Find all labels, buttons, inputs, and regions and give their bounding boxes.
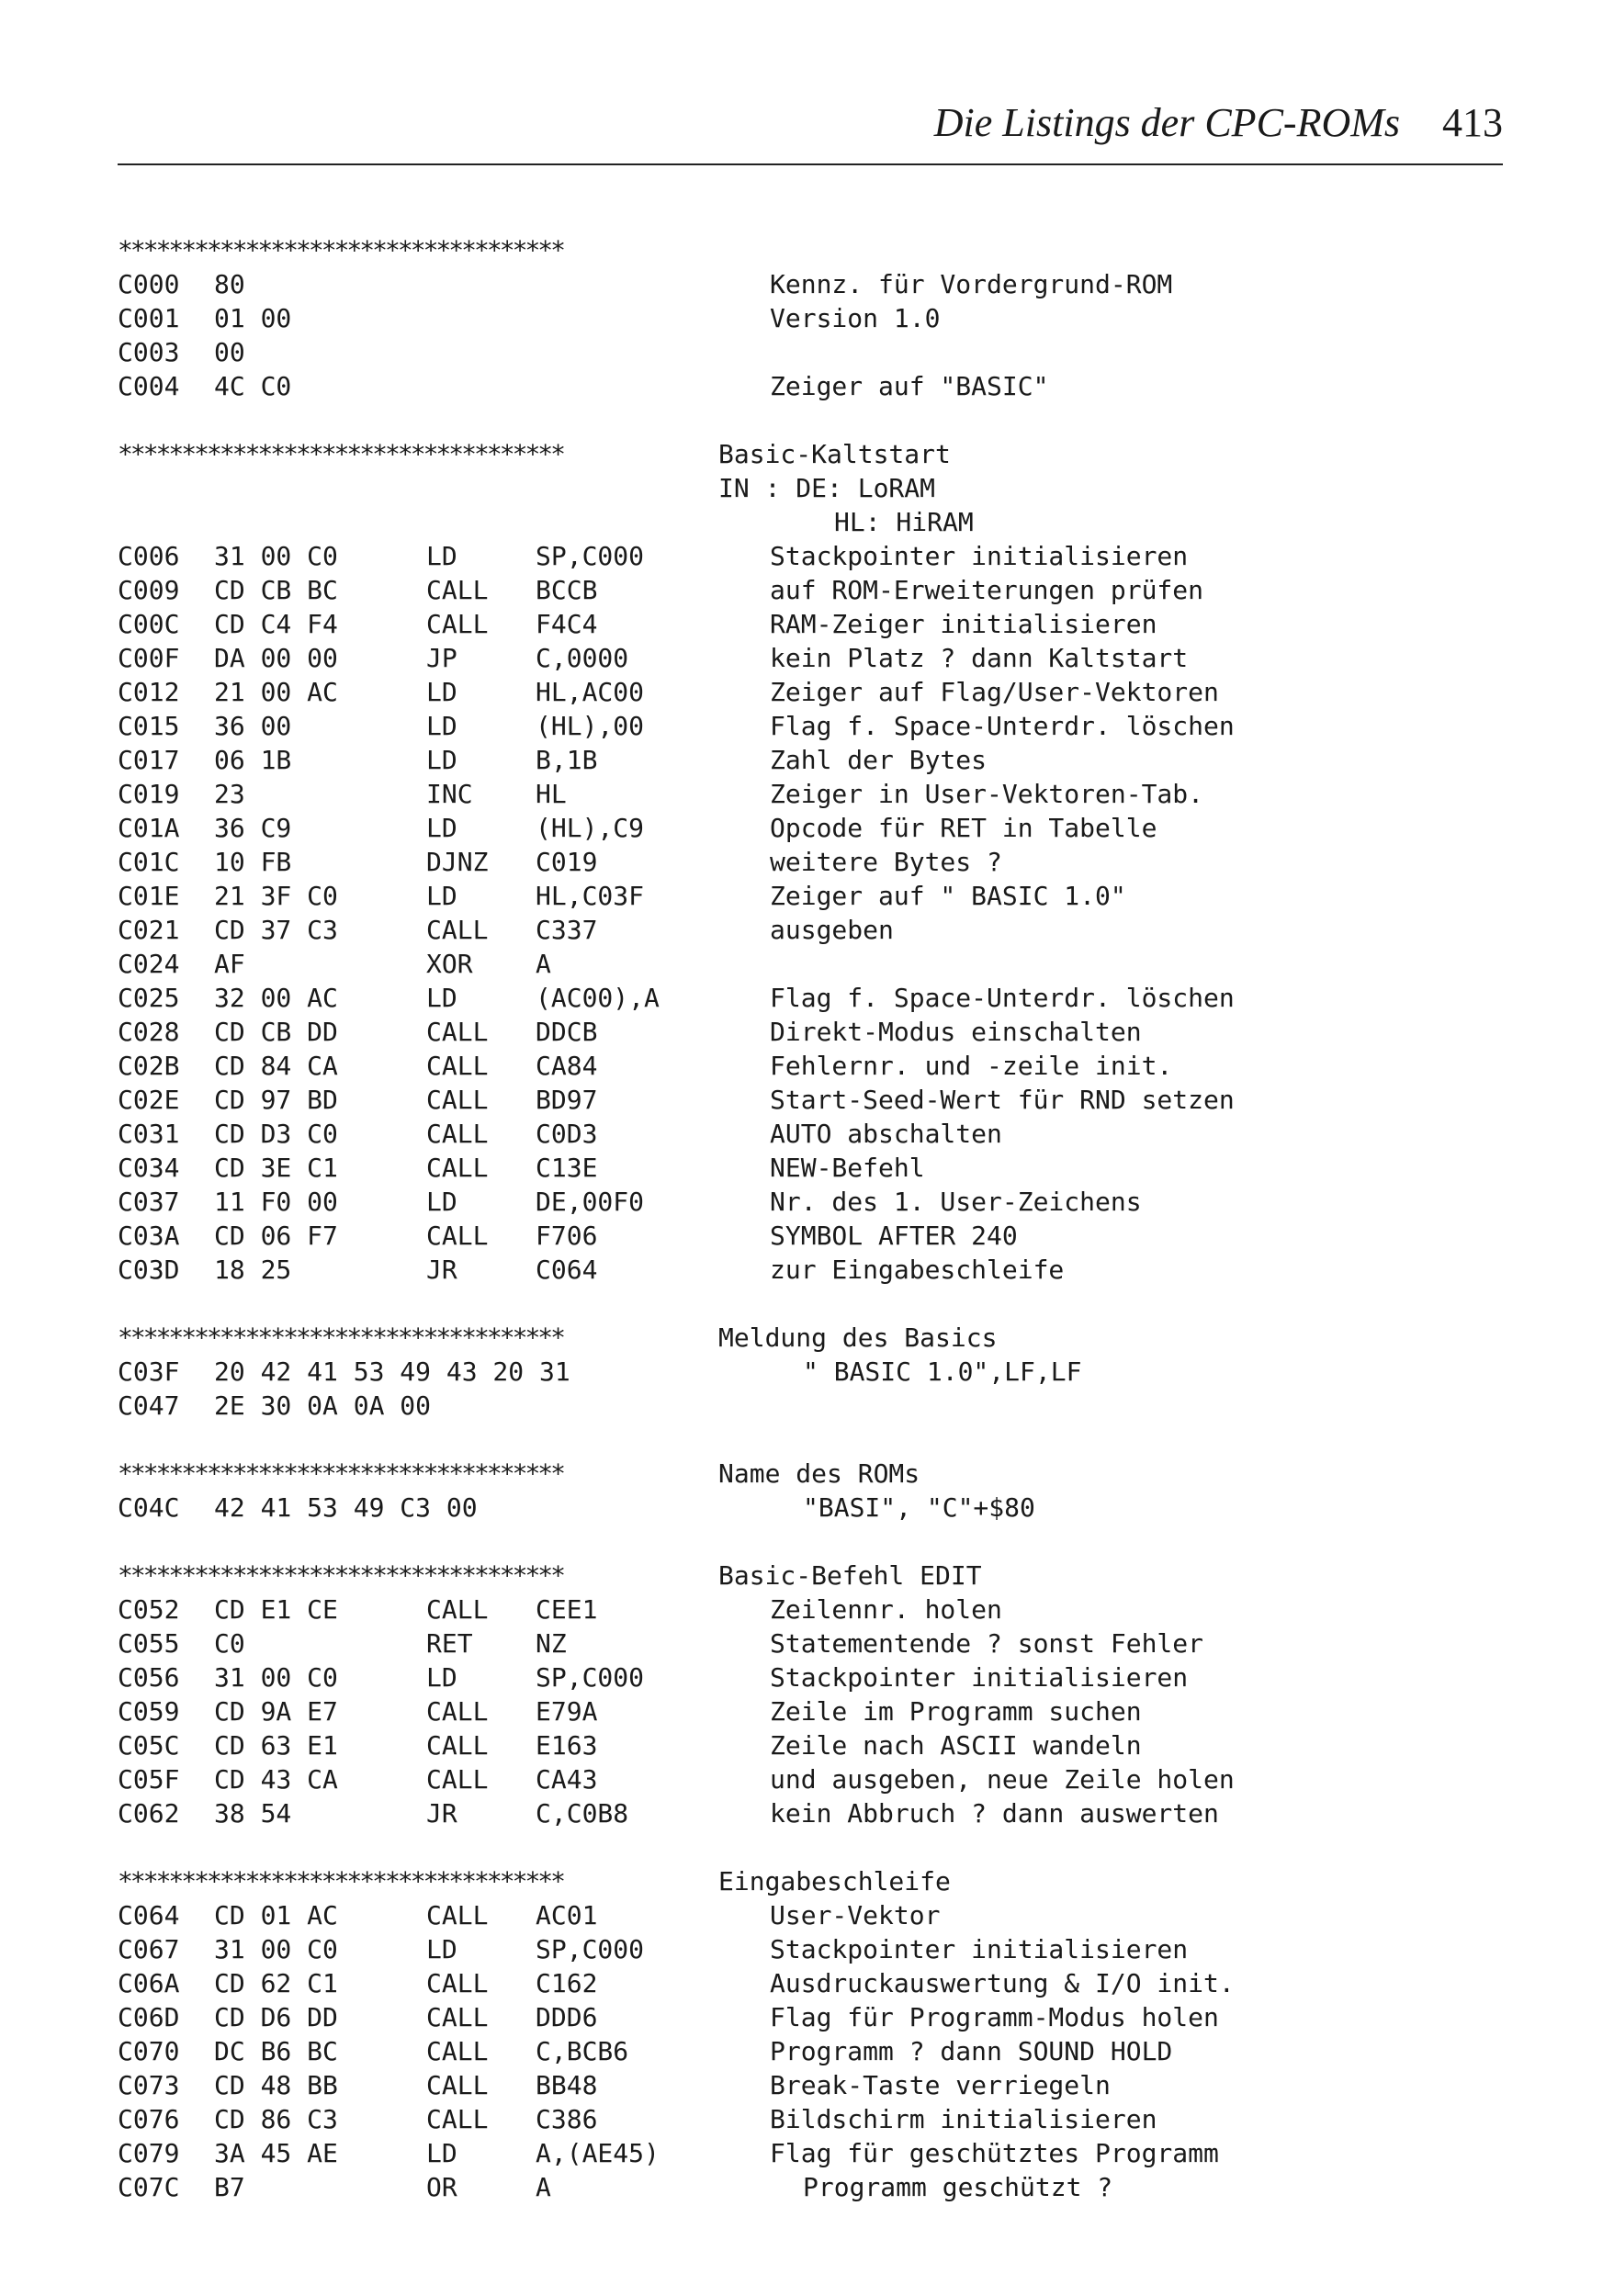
operand: (HL),00 [536,711,645,741]
address: C02B [118,1051,180,1081]
address: C06D [118,2002,180,2032]
opcode-bytes: 32 00 AC [214,983,338,1013]
address: C056 [118,1662,180,1693]
mnemonic: OR [426,2172,457,2202]
comment: Flag f. Space-Unterdr. löschen [770,711,1235,741]
code-line [118,1626,1514,1660]
opcode-bytes: 00 [214,337,245,367]
operand: BCCB [536,575,598,605]
code-line [118,301,1514,335]
code-line [118,1491,1514,1525]
code-line [118,471,1514,505]
section-separator [118,1559,1514,1593]
opcode-bytes: CD 86 C3 [214,2104,338,2134]
opcode-bytes: CD 48 BB [214,2070,338,2100]
operand: C13E [536,1153,598,1183]
code-line [118,845,1514,879]
opcode-bytes: CD D3 C0 [214,1119,338,1149]
comment: Zeiger auf Flag/User-Vektoren [770,677,1219,707]
code-line [118,1966,1514,2000]
address: C001 [118,303,180,333]
address: C03F [118,1356,180,1387]
code-line [118,709,1514,743]
address: C07C [118,2172,180,2202]
comment: Flag für Programm-Modus holen [770,2002,1219,2032]
address: C00C [118,609,180,639]
comment: Flag für geschütztes Programm [770,2138,1219,2168]
operand: NZ [536,1628,567,1659]
opcode-bytes: 18 25 [214,1255,292,1285]
section-heading: Basic-Befehl EDIT [718,1560,982,1591]
comment: IN : DE: LoRAM [718,473,936,503]
separator-stars: *********************************** [118,235,564,265]
opcode-bytes: CD 06 F7 [214,1221,338,1251]
operand: HL,C03F [536,881,645,911]
address: C03D [118,1255,180,1285]
running-title: Die Listings der CPC-ROMs [933,100,1400,145]
address: C019 [118,779,180,809]
opcode-bytes: 31 00 C0 [214,1662,338,1693]
comment: Zeiger auf " BASIC 1.0" [770,881,1126,911]
operand: A [536,949,551,979]
address: C00F [118,643,180,673]
opcode-bytes: 21 00 AC [214,677,338,707]
separator-stars: *********************************** [118,1560,564,1591]
mnemonic: CALL [426,2070,489,2100]
comment: HL: HiRAM [834,507,974,537]
comment: auf ROM-Erweiterungen prüfen [770,575,1204,605]
operand: C019 [536,847,598,877]
address: C028 [118,1017,180,1047]
comment: Zeiger in User-Vektoren-Tab. [770,779,1204,809]
mnemonic: LD [426,881,457,911]
mnemonic: CALL [426,1085,489,1115]
address: C017 [118,745,180,775]
code-line [118,1593,1514,1626]
address: C03A [118,1221,180,1251]
mnemonic: LD [426,1934,457,1964]
mnemonic: CALL [426,1900,489,1930]
address: C047 [118,1390,180,1421]
comment: kein Abbruch ? dann auswerten [770,1798,1219,1829]
address: C02E [118,1085,180,1115]
comment: Nr. des 1. User-Zeichens [770,1187,1142,1217]
code-line [118,1762,1514,1796]
mnemonic: JR [426,1798,457,1829]
opcode-bytes: 31 00 C0 [214,541,338,571]
address: C024 [118,949,180,979]
opcode-bytes: CD 84 CA [214,1051,338,1081]
page-header [118,99,1503,154]
code-line [118,1932,1514,1966]
operand: SP,C000 [536,1662,645,1693]
comment: kein Platz ? dann Kaltstart [770,643,1189,673]
code-line [118,2102,1514,2136]
comment: ausgeben [770,915,894,945]
operand: E163 [536,1730,598,1761]
comment: Statementende ? sonst Fehler [770,1628,1204,1659]
comment: Programm ? dann SOUND HOLD [770,2036,1173,2066]
operand: HL,AC00 [536,677,645,707]
mnemonic: CALL [426,1696,489,1727]
address: C04C [118,1492,180,1523]
mnemonic: LD [426,813,457,843]
mnemonic: CALL [426,1051,489,1081]
mnemonic: LD [426,541,457,571]
comment: Stackpointer initialisieren [770,1662,1189,1693]
opcode-bytes: CD 9A E7 [214,1696,338,1727]
address: C05F [118,1764,180,1795]
opcode-bytes: C0 [214,1628,245,1659]
address: C009 [118,575,180,605]
address: C021 [118,915,180,945]
address: C076 [118,2104,180,2134]
operand: BB48 [536,2070,598,2100]
opcode-bytes: CD 37 C3 [214,915,338,945]
comment: Zeile im Programm suchen [770,1696,1142,1727]
comment: zur Eingabeschleife [770,1255,1065,1285]
mnemonic: LD [426,983,457,1013]
separator-stars: *********************************** [118,439,564,469]
comment: Zahl der Bytes [770,745,988,775]
address: C052 [118,1594,180,1625]
opcode-bytes: AF [214,949,245,979]
code-line [118,1253,1514,1287]
opcode-bytes: 10 FB [214,847,292,877]
operand: F4C4 [536,609,598,639]
opcode-bytes: 42 41 53 49 C3 00 [214,1492,478,1523]
opcode-bytes: 4C C0 [214,371,292,401]
address: C025 [118,983,180,1013]
address: C064 [118,1900,180,1930]
operand: DE,00F0 [536,1187,645,1217]
mnemonic: LD [426,677,457,707]
mnemonic: CALL [426,609,489,639]
mnemonic: DJNZ [426,847,489,877]
code-line [118,369,1514,403]
operand: C064 [536,1255,598,1285]
operand: DDCB [536,1017,598,1047]
blank-line [118,403,1514,437]
comment: SYMBOL AFTER 240 [770,1221,1018,1251]
code-line [118,1796,1514,1830]
section-separator [118,437,1514,471]
opcode-bytes: DC B6 BC [214,2036,338,2066]
blank-line [118,1830,1514,1864]
opcode-bytes: CD 62 C1 [214,1968,338,1998]
separator-stars: *********************************** [118,1458,564,1489]
address: C055 [118,1628,180,1659]
code-line [118,1083,1514,1117]
opcode-bytes: CD 01 AC [214,1900,338,1930]
comment: Stackpointer initialisieren [770,541,1189,571]
comment: Programm geschützt ? [803,2172,1113,2202]
opcode-bytes: 06 1B [214,745,292,775]
operand: C,C0B8 [536,1798,629,1829]
operand: C,BCB6 [536,2036,629,2066]
mnemonic: LD [426,1187,457,1217]
mnemonic: XOR [426,949,473,979]
code-line [118,2000,1514,2034]
operand: (AC00),A [536,983,660,1013]
code-line [118,573,1514,607]
code-line [118,607,1514,641]
mnemonic: CALL [426,1764,489,1795]
code-line [118,1151,1514,1185]
comment: "BASI", "C"+$80 [803,1492,1035,1523]
address: C059 [118,1696,180,1727]
operand: HL [536,779,567,809]
comment: User-Vektor [770,1900,941,1930]
blank-line [118,1287,1514,1321]
mnemonic: INC [426,779,473,809]
code-line [118,1049,1514,1083]
opcode-bytes: 11 F0 00 [214,1187,338,1217]
address: C01E [118,881,180,911]
comment: Zeile nach ASCII wandeln [770,1730,1142,1761]
address: C037 [118,1187,180,1217]
comment: Start-Seed-Wert für RND setzen [770,1085,1235,1115]
code-line [118,335,1514,369]
operand: AC01 [536,1900,598,1930]
code-line [118,1694,1514,1728]
code-line [118,1728,1514,1762]
opcode-bytes: 31 00 C0 [214,1934,338,1964]
code-line [118,1660,1514,1694]
opcode-bytes: CD CB DD [214,1017,338,1047]
comment: Zeiger auf "BASIC" [770,371,1049,401]
code-line [118,505,1514,539]
operand: SP,C000 [536,1934,645,1964]
code-line [118,1117,1514,1151]
section-separator [118,1864,1514,1898]
operand: C337 [536,915,598,945]
opcode-bytes: 21 3F C0 [214,881,338,911]
address: C031 [118,1119,180,1149]
comment: Zeilennr. holen [770,1594,1002,1625]
comment: Direkt-Modus einschalten [770,1017,1142,1047]
operand: C0D3 [536,1119,598,1149]
separator-stars: *********************************** [118,1866,564,1896]
opcode-bytes: 20 42 41 53 49 43 20 31 [214,1356,570,1387]
mnemonic: LD [426,1662,457,1693]
mnemonic: CALL [426,1730,489,1761]
mnemonic: LD [426,2138,457,2168]
section-heading: Eingabeschleife [718,1866,951,1896]
code-line [118,539,1514,573]
opcode-bytes: CD C4 F4 [214,609,338,639]
opcode-bytes: CD CB BC [214,575,338,605]
mnemonic: CALL [426,2104,489,2134]
operand: C386 [536,2104,598,2134]
code-line [118,675,1514,709]
mnemonic: LD [426,711,457,741]
opcode-bytes: 36 00 [214,711,292,741]
comment: RAM-Zeiger initialisieren [770,609,1157,639]
operand: C162 [536,1968,598,1998]
code-line [118,777,1514,811]
address: C062 [118,1798,180,1829]
operand: CA84 [536,1051,598,1081]
opcode-bytes: CD 97 BD [214,1085,338,1115]
page-number: 413 [1442,100,1503,145]
comment: AUTO abschalten [770,1119,1002,1149]
mnemonic: CALL [426,1594,489,1625]
address: C012 [118,677,180,707]
operand: (HL),C9 [536,813,645,843]
comment: weitere Bytes ? [770,847,1002,877]
mnemonic: JP [426,643,457,673]
opcode-bytes: 80 [214,269,245,299]
opcode-bytes: 23 [214,779,245,809]
blank-line [118,1525,1514,1559]
code-line [118,1355,1514,1389]
operand: CEE1 [536,1594,598,1625]
mnemonic: CALL [426,1968,489,1998]
address: C034 [118,1153,180,1183]
code-line [118,2136,1514,2170]
mnemonic: CALL [426,915,489,945]
mnemonic: CALL [426,2036,489,2066]
opcode-bytes: CD 63 E1 [214,1730,338,1761]
comment: Flag f. Space-Unterdr. löschen [770,983,1235,1013]
comment: Opcode für RET in Tabelle [770,813,1157,843]
code-line [118,879,1514,913]
separator-stars: *********************************** [118,1322,564,1353]
address: C000 [118,269,180,299]
opcode-bytes: CD 43 CA [214,1764,338,1795]
address: C004 [118,371,180,401]
operand: CA43 [536,1764,598,1795]
mnemonic: LD [426,745,457,775]
comment: Stackpointer initialisieren [770,1934,1189,1964]
comment: Kennz. für Vordergrund-ROM [770,269,1173,299]
address: C06A [118,1968,180,1998]
comment: und ausgeben, neue Zeile holen [770,1764,1235,1795]
code-line [118,641,1514,675]
code-line [118,1219,1514,1253]
mnemonic: CALL [426,1119,489,1149]
operand: B,1B [536,745,598,775]
section-separator [118,1457,1514,1491]
comment: Version 1.0 [770,303,941,333]
code-line [118,1015,1514,1049]
code-line [118,1185,1514,1219]
code-line [118,267,1514,301]
operand: DDD6 [536,2002,598,2032]
operand: A [536,2172,551,2202]
blank-line [118,1423,1514,1457]
mnemonic: CALL [426,1153,489,1183]
address: C01C [118,847,180,877]
operand: C,0000 [536,643,629,673]
section-separator [118,1321,1514,1355]
mnemonic: RET [426,1628,473,1659]
address: C05C [118,1730,180,1761]
code-line [118,743,1514,777]
address: C01A [118,813,180,843]
comment: NEW-Befehl [770,1153,925,1183]
address: C073 [118,2070,180,2100]
section-separator [118,233,1514,267]
opcode-bytes: 2E 30 0A 0A 00 [214,1390,432,1421]
operand: E79A [536,1696,598,1727]
address: C006 [118,541,180,571]
operand: SP,C000 [536,541,645,571]
mnemonic: CALL [426,1221,489,1251]
mnemonic: CALL [426,1017,489,1047]
code-line [118,947,1514,981]
code-line [118,2170,1514,2204]
comment: Bildschirm initialisieren [770,2104,1157,2134]
code-line [118,1389,1514,1423]
code-line [118,811,1514,845]
mnemonic: CALL [426,575,489,605]
comment: Ausdruckauswertung & I/O init. [770,1968,1235,1998]
code-line [118,1898,1514,1932]
operand: A,(AE45) [536,2138,660,2168]
operand: F706 [536,1221,598,1251]
mnemonic: CALL [426,2002,489,2032]
opcode-bytes: CD D6 DD [214,2002,338,2032]
opcode-bytes: B7 [214,2172,245,2202]
header-rule [118,163,1503,165]
section-heading: Basic-Kaltstart [718,439,951,469]
operand: BD97 [536,1085,598,1115]
code-line [118,2034,1514,2068]
address: C015 [118,711,180,741]
address: C079 [118,2138,180,2168]
mnemonic: JR [426,1255,457,1285]
code-line [118,913,1514,947]
opcode-bytes: 36 C9 [214,813,292,843]
opcode-bytes: 01 00 [214,303,292,333]
comment: " BASIC 1.0",LF,LF [803,1356,1082,1387]
code-line [118,2068,1514,2102]
opcode-bytes: 3A 45 AE [214,2138,338,2168]
address: C003 [118,337,180,367]
address: C067 [118,1934,180,1964]
comment: Break-Taste verriegeln [770,2070,1111,2100]
opcode-bytes: 38 54 [214,1798,292,1829]
opcode-bytes: CD E1 CE [214,1594,338,1625]
code-line [118,981,1514,1015]
comment: Fehlernr. und -zeile init. [770,1051,1173,1081]
assembly-listing [118,233,1514,2204]
section-heading: Meldung des Basics [718,1322,998,1353]
opcode-bytes: DA 00 00 [214,643,338,673]
address: C070 [118,2036,180,2066]
opcode-bytes: CD 3E C1 [214,1153,338,1183]
section-heading: Name des ROMs [718,1458,920,1489]
